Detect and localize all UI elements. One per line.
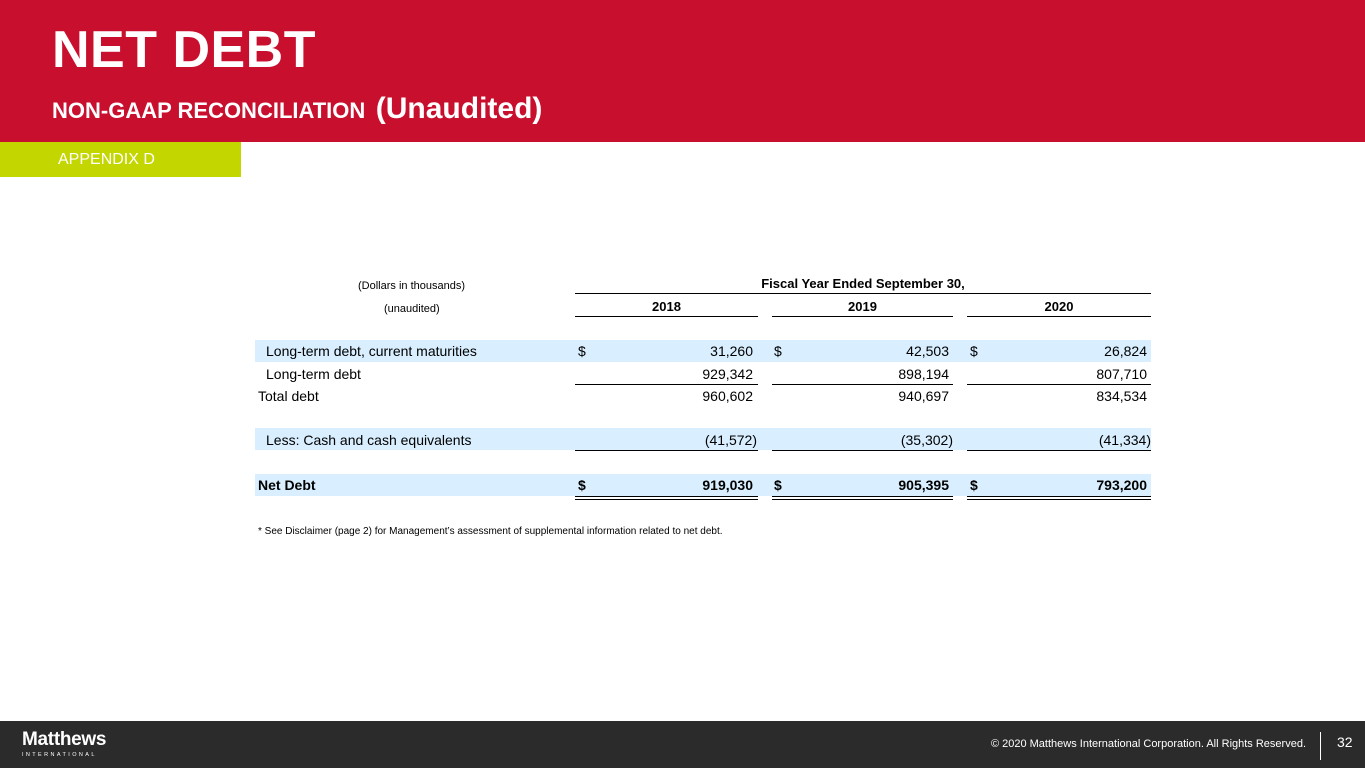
- year-header-2018: 2018: [652, 299, 681, 314]
- value-cell: 807,710: [1096, 366, 1147, 382]
- row-label: Long-term debt, current maturities: [266, 343, 477, 359]
- year-rule: [967, 316, 1151, 317]
- year-rule: [575, 316, 758, 317]
- logo-subtext: INTERNATIONAL: [22, 752, 97, 758]
- subtotal-rule: [575, 450, 758, 451]
- value-cell: (35,302): [900, 432, 953, 448]
- value-cell: 26,824: [1104, 343, 1147, 359]
- value-cell: 929,342: [702, 366, 753, 382]
- row-label: Total debt: [258, 388, 319, 404]
- copyright-text: © 2020 Matthews International Corporation. All Rights Reserved.: [990, 738, 1306, 750]
- footnote: * See Disclaimer (page 2) for Management’s assessment of supplemental information related to net debt.: [258, 526, 723, 537]
- subtotal-rule: [967, 450, 1151, 451]
- currency-symbol: $: [774, 477, 782, 493]
- year-header-2020: 2020: [1044, 299, 1074, 314]
- currency-symbol: $: [774, 343, 782, 359]
- subtitle-main: NON-GAAP RECONCILIATION: [52, 98, 366, 123]
- subtotal-rule: [772, 384, 953, 385]
- value-cell: 905,395: [898, 477, 949, 493]
- logo-wordmark: Matthews: [22, 729, 107, 750]
- year-rule: [772, 316, 953, 317]
- page-number: 32: [1337, 734, 1353, 750]
- subtitle-unaudited: (Unaudited): [375, 92, 543, 125]
- currency-symbol: $: [578, 343, 586, 359]
- page-title: NET DEBT: [52, 21, 316, 79]
- value-cell: (41,334): [1098, 432, 1151, 448]
- unaudited-label: (unaudited): [384, 303, 440, 315]
- footer-divider: [1320, 732, 1321, 760]
- period-header-rule: [575, 293, 1151, 294]
- appendix-tag: APPENDIX D: [0, 142, 241, 177]
- subtotal-rule: [575, 384, 758, 385]
- row-label: Long-term debt: [266, 366, 361, 382]
- year-header-2019: 2019: [848, 299, 877, 314]
- currency-symbol: $: [578, 477, 586, 493]
- subtotal-rule: [772, 450, 953, 451]
- total-double-rule: [575, 496, 758, 500]
- row-label-net-debt: Net Debt: [258, 477, 316, 493]
- units-label: (Dollars in thousands): [358, 280, 465, 292]
- total-double-rule: [772, 496, 953, 500]
- period-header: Fiscal Year Ended September 30,: [761, 276, 965, 291]
- value-cell: 793,200: [1096, 477, 1147, 493]
- footer-bar: [0, 721, 1365, 768]
- matthews-logo: [22, 729, 106, 758]
- value-cell: 919,030: [702, 477, 753, 493]
- value-cell: 31,260: [710, 343, 753, 359]
- value-cell: 898,194: [898, 366, 949, 382]
- value-cell: 834,534: [1096, 388, 1147, 404]
- row-label: Less: Cash and cash equivalents: [266, 432, 472, 448]
- value-cell: 960,602: [702, 388, 753, 404]
- total-double-rule: [967, 496, 1151, 500]
- currency-symbol: $: [970, 477, 978, 493]
- currency-symbol: $: [970, 343, 978, 359]
- value-cell: 42,503: [906, 343, 949, 359]
- value-cell: 940,697: [898, 388, 949, 404]
- subtotal-rule: [967, 384, 1151, 385]
- value-cell: (41,572): [704, 432, 757, 448]
